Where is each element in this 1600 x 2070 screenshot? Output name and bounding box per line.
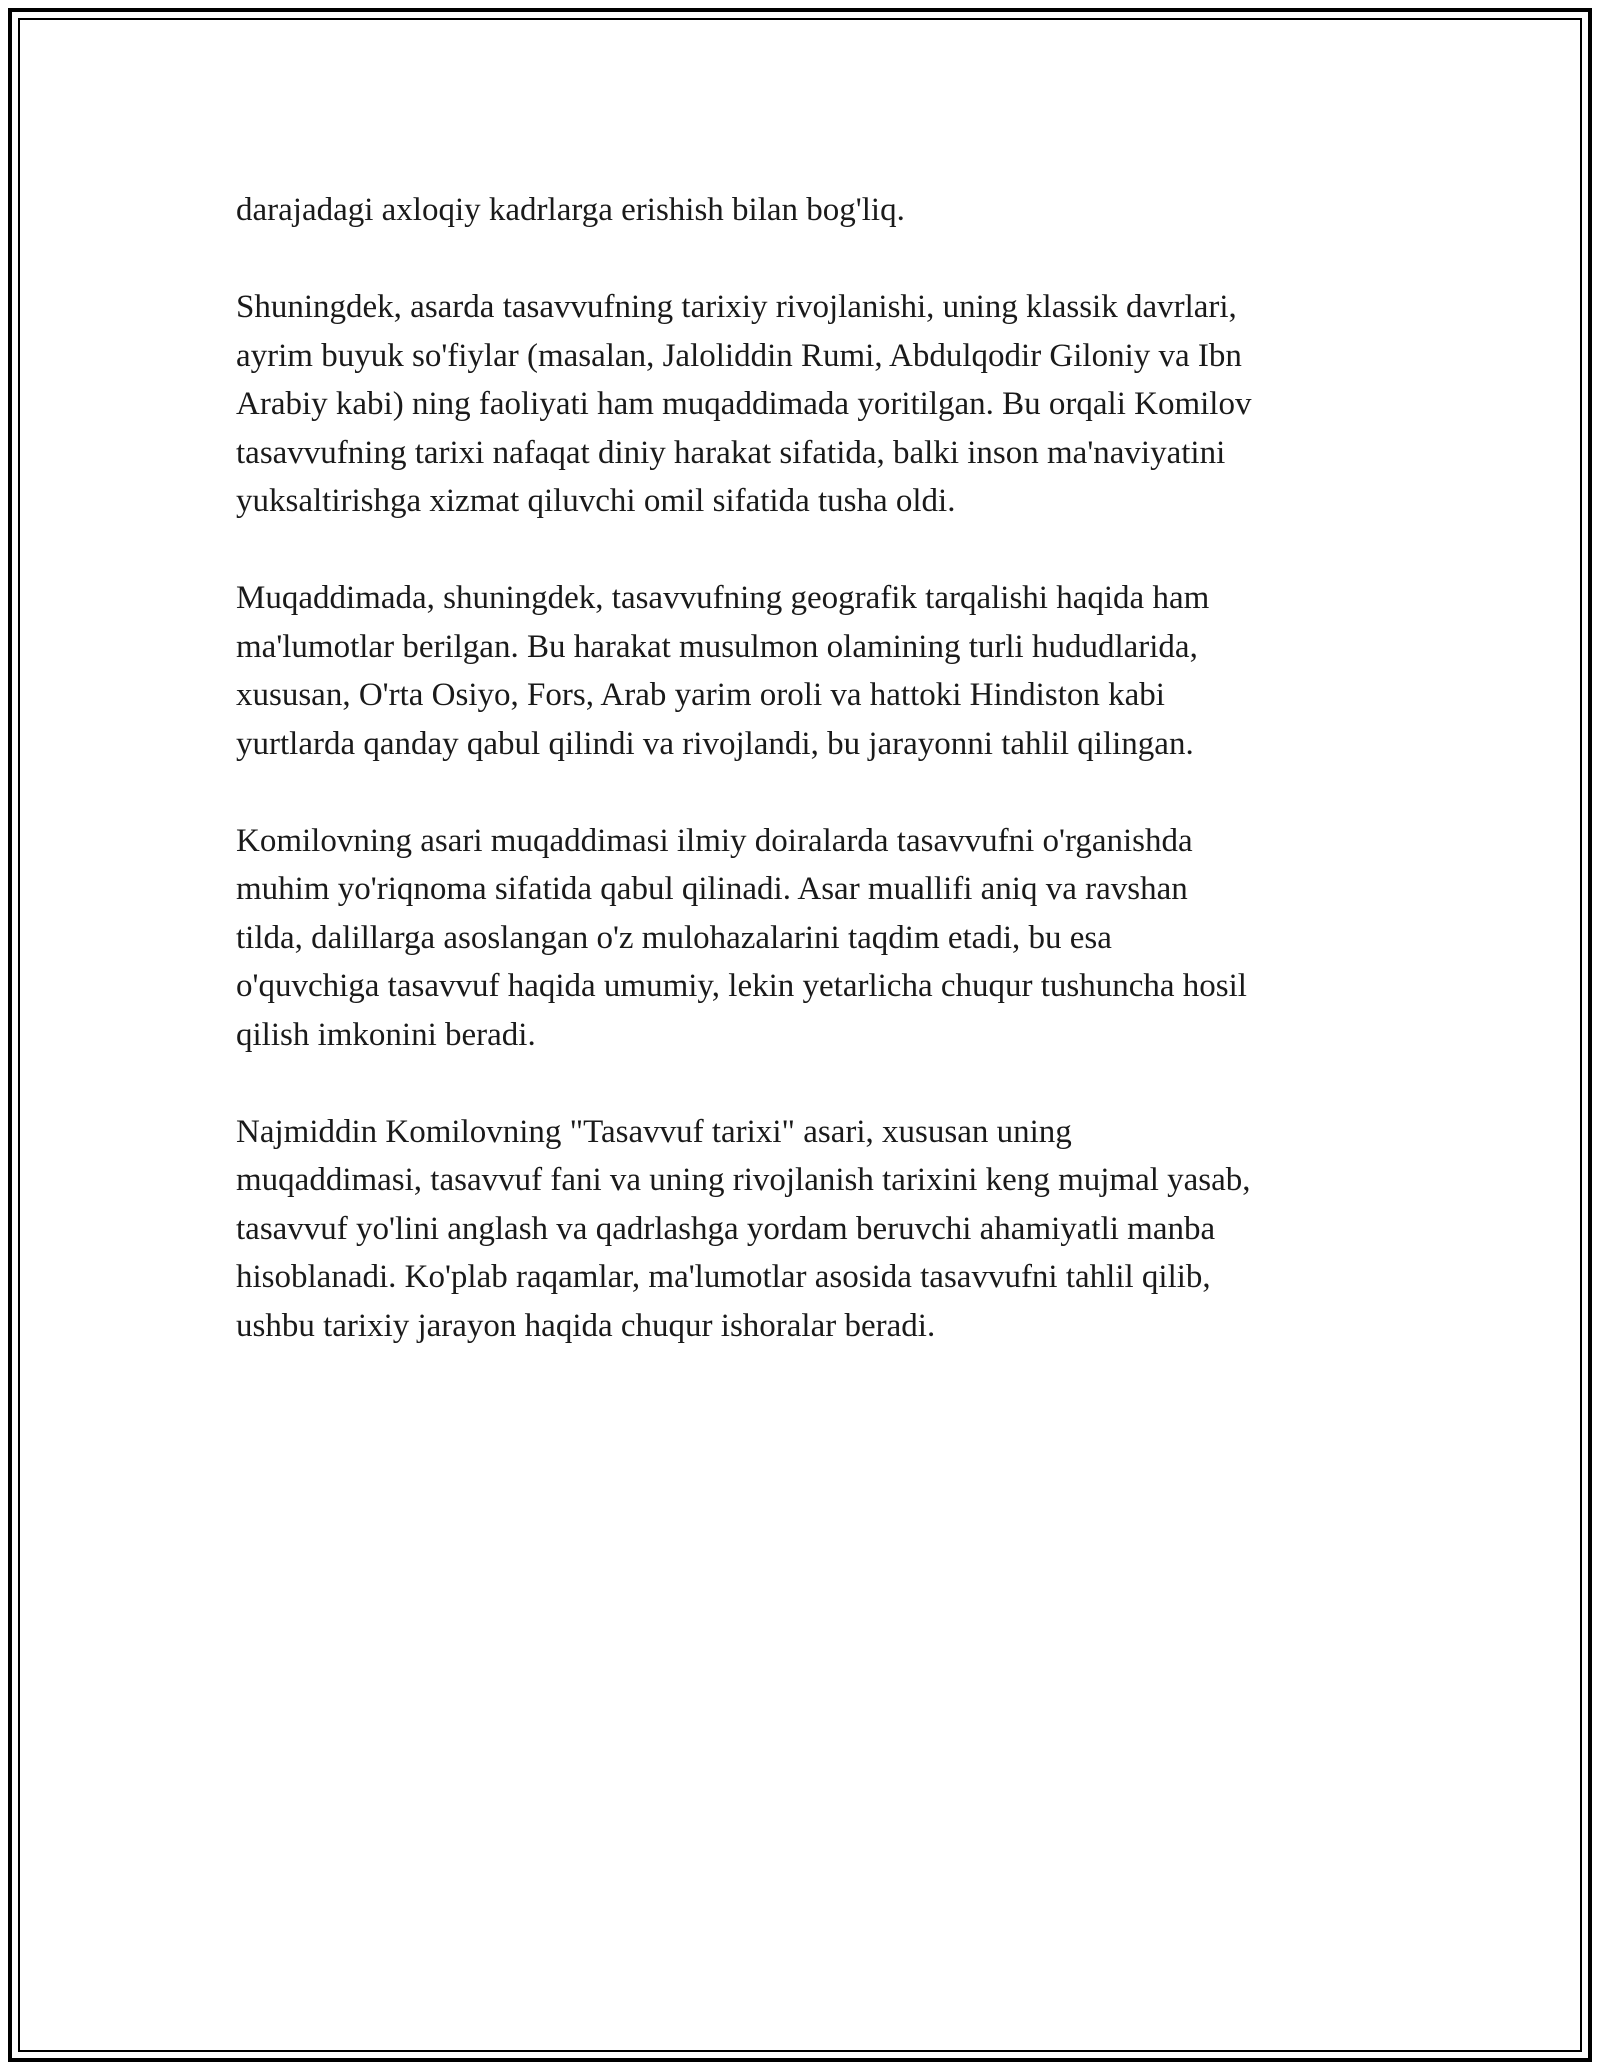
paragraph-5: Najmiddin Komilovning "Tasavvuf tarixi" asari, xususan uning muqaddimasi, tasavvuf fani va uning rivojlanish tarixini keng mujmal yasab, tasavvuf yo'lini anglash va qadrlashga yordam beruvchi ahamiyatli manba hisoblanadi. Ko'plab raqamlar, ma'lumotlar asosida tasavvufni tahlil qilib, ushbu tarixiy jarayon haqida chuqur ishoralar beradi.: [236, 1113, 1251, 1344]
paragraph-4: Komilovning asari muqaddimasi ilmiy doiralarda tasavvufni o'rganishda muhim yo'riqnoma sifatida qabul qilinadi. Asar muallifi aniq va ravshan tilda, dalillarga asoslangan o'z mulohazalarini taqdim etadi, bu esa o'quvchiga tasavvuf haqida umumiy, lekin yetarlicha chuqur tushuncha hosil qilish imkonini beradi.: [236, 822, 1247, 1053]
paragraph-3: Muqaddimada, shuningdek, tasavvufning geografik tarqalishi haqida ham ma'lumotlar berilgan. Bu harakat musulmon olamining turli hududlarida, xususan, O'rta Osiyo, Fors, Arab yarim oroli va hattoki Hindiston kabi yurtlarda qanday qabul qilindi va rivojlandi, bu jarayonni tahlil qilingan.: [236, 580, 1210, 762]
paragraph-1: darajadagi axloqiy kadrlarga erishish bilan bog'liq.: [236, 192, 905, 228]
paragraph-2: Shuningdek, asarda tasavvufning tarixiy rivojlanishi, uning klassik davrlari, ayrim buyuk so'fiylar (masalan, Jaloliddin Rumi, Abdulqodir Giloniy va Ibn Arabiy kabi) ning faoliyati ham muqaddimada yoritilgan. Bu orqali Komilov tasavvufning tarixi nafaqat diniy harakat sifatida, balki inson ma'naviyatini yuksaltirishga xizmat qiluvchi omil sifatida tusha oldi.: [236, 289, 1252, 519]
document-body: [236, 186, 1376, 1399]
